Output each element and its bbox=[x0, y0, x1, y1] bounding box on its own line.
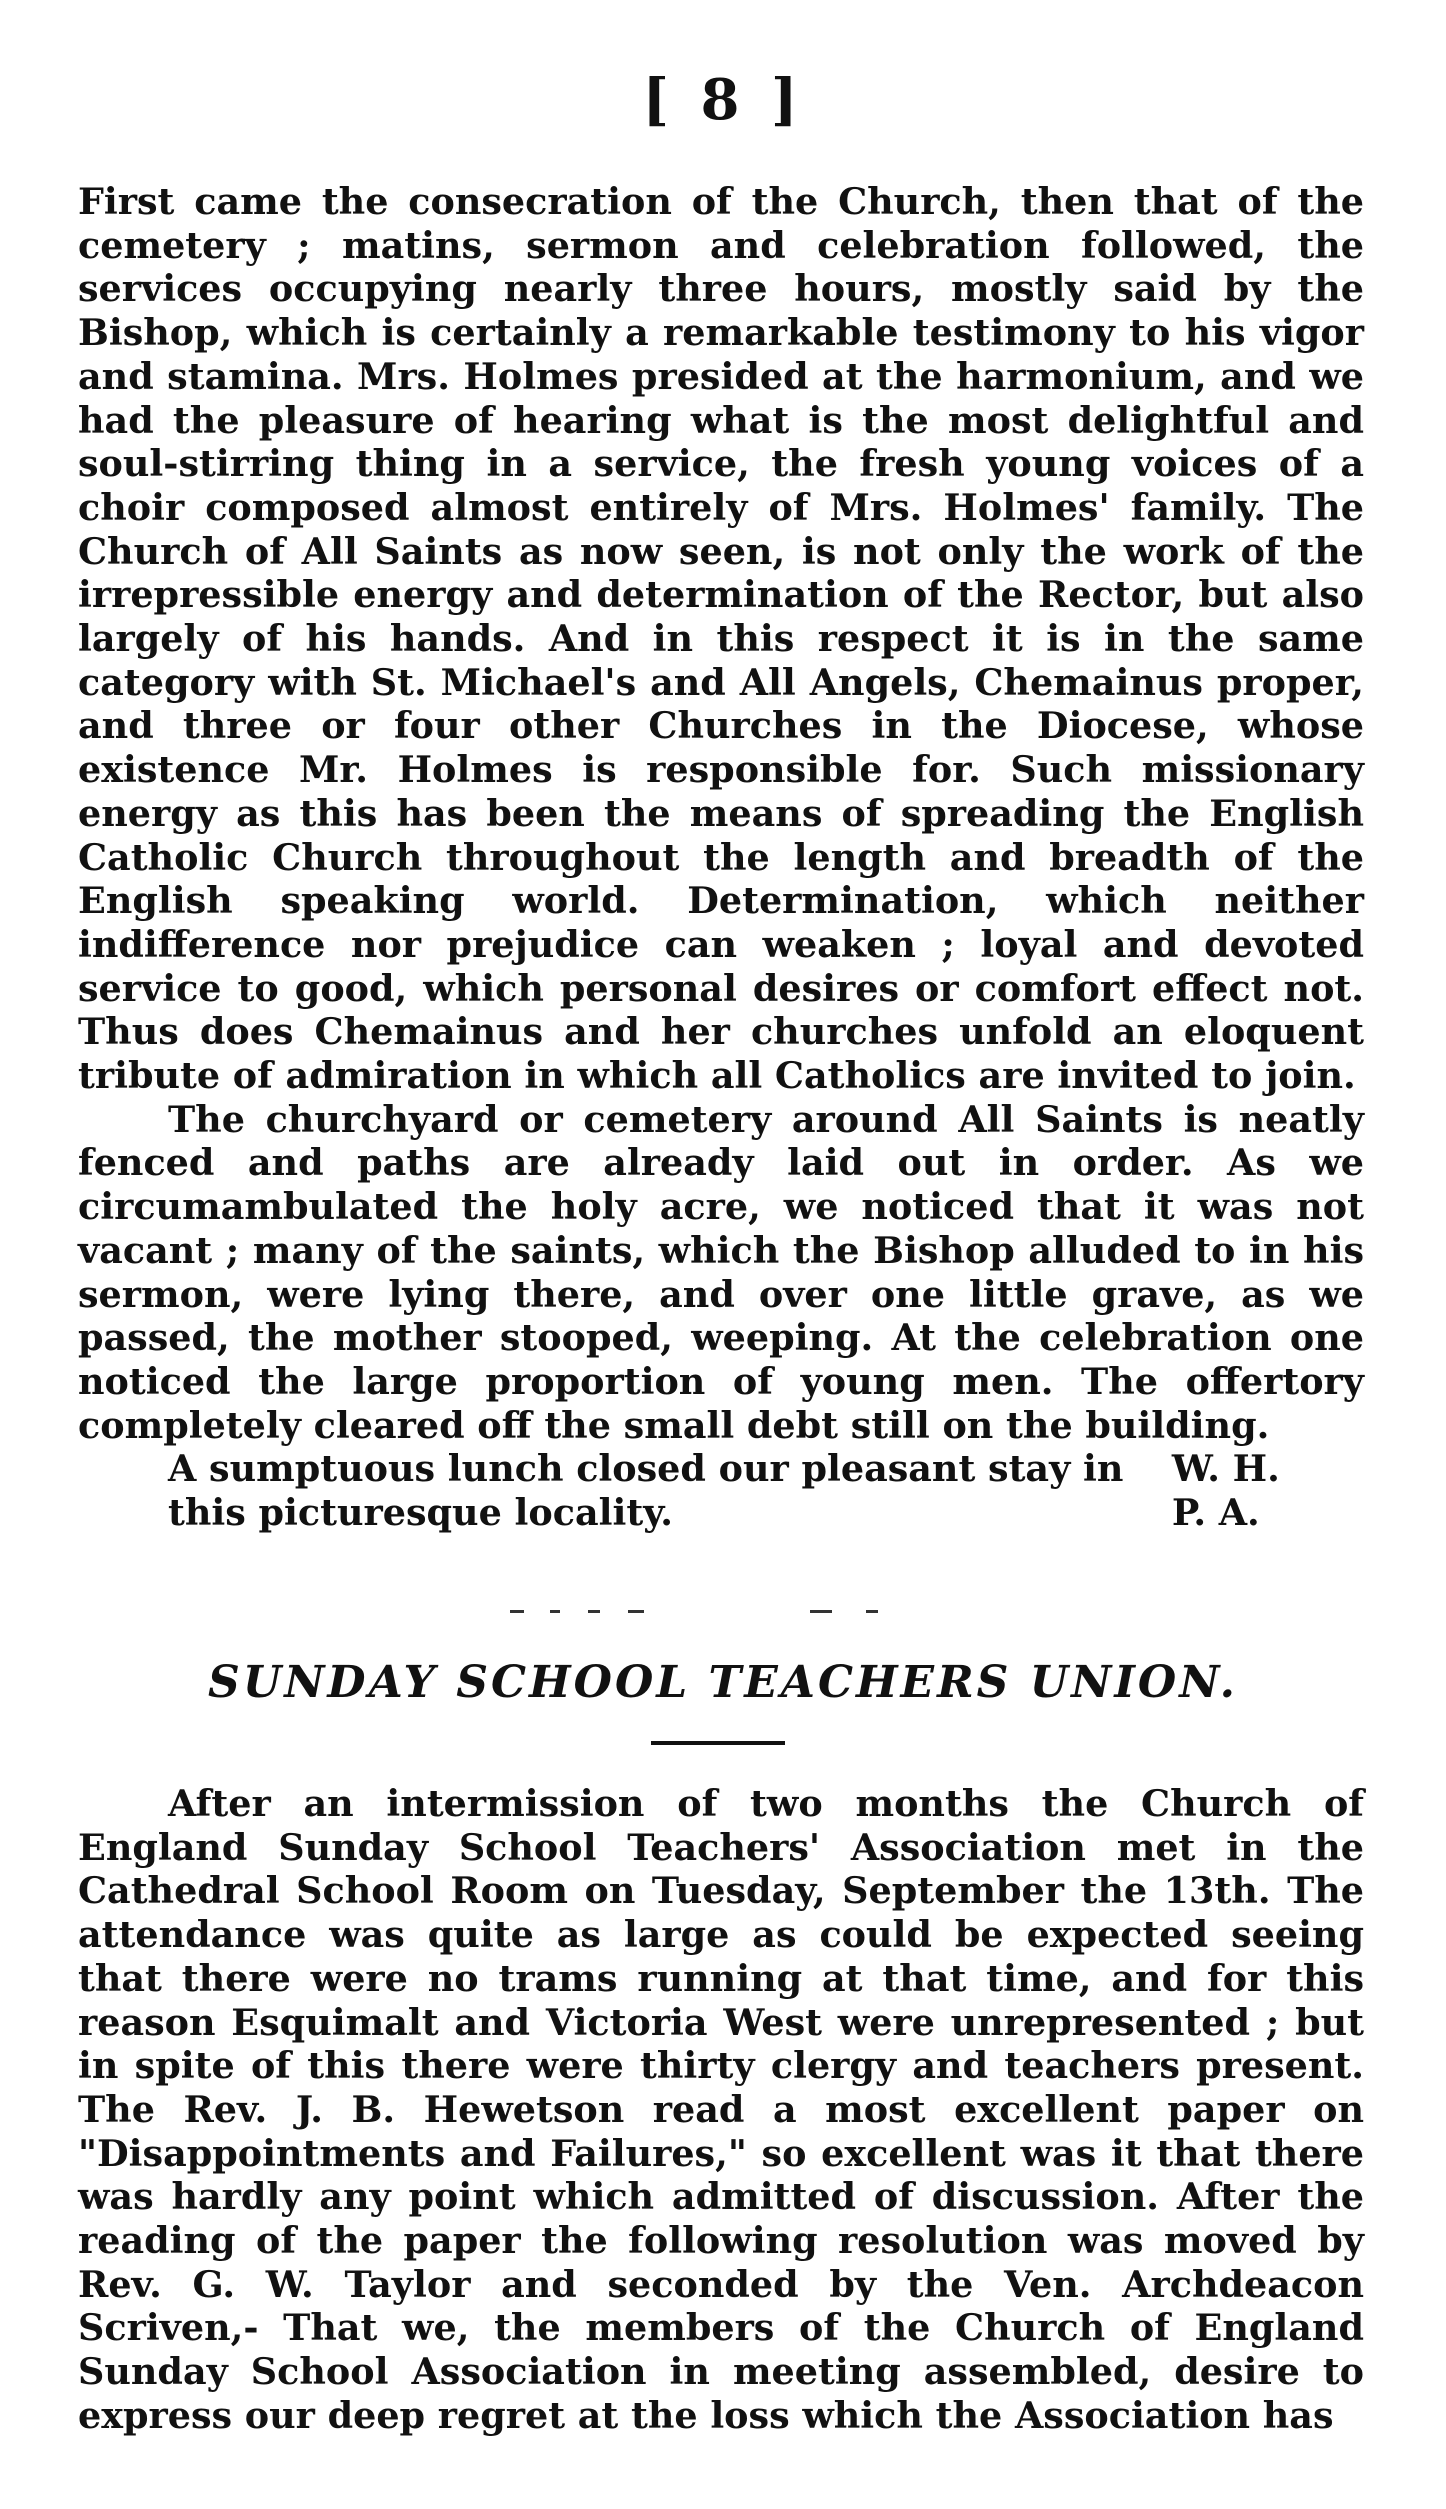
paragraph-lunch: A sumptuous lunch closed our pleasant stay in this picturesque locality. bbox=[168, 1447, 1124, 1535]
heading-rule bbox=[651, 1741, 785, 1745]
article-sunday-school bbox=[78, 1782, 1364, 2438]
article-consecration bbox=[78, 180, 1364, 1535]
closing-line bbox=[78, 1447, 1364, 1534]
page-number: [ 8 ] bbox=[642, 67, 804, 133]
section-heading: SUNDAY SCHOOL TEACHERS UNION. bbox=[208, 1657, 1238, 1708]
paragraph-churchyard: The churchyard or cemetery around All Saints is neatly fenced and paths are already laid out in order. As we circumambulated the holy acre, we noticed that it was not vacant ; many of the saints, which the Bishop alluded to in his sermon, were lying there, and over one little grave, as we passed, the mother stooped, weeping. At the celebration one noticed the large proportion of young men. The offertory completely cleared off the small debt still on the building. bbox=[78, 1097, 1364, 1447]
paragraph-consecration: First came the consecration of the Church, then that of the cemetery ; matins, sermon and celebration followed, the services occupying nearly three hours, mostly said by the Bishop, which is certainly a remarkable testimony to his vigor and stamina. Mrs. Holmes presided at the harmonium, and we had the pleasure of hearing what is the most delightful and soul-stirring thing in a service, the fresh young voices of a choir composed almost entirely of Mrs. Holmes' family. The Church of All Saints as now seen, is not only the work of the irrepressible energy and determination of the Rector, but also largely of his hands. And in this respect it is in the same category with St. Michael's and All Angels, Chemainus proper, and three or four other Churches in the Diocese, whose existence Mr. Holmes is responsible for. Such missionary energy as this has been the means of spreading the English Catholic Church throughout the length and breadth of the English speaking world. Determination, which neither indifference nor prejudice can weaken ; loyal and devoted service to good, which personal desires or comfort effect not. Thus does Chemainus and her churches unfold an eloquent tribute of admiration in which all Catholics are invited to join. bbox=[78, 180, 1364, 1098]
paragraph-sunday-school: After an intermission of two months the Church of England Sunday School Teachers' Association met in the Cathedral School Room on Tuesday, September the 13th. The attendance was quite as large as could be expected seeing that there were no trams running at that time, and for this reason Esquimalt and Victoria West were unrepresented ; but in spite of this there were thirty clergy and teachers present. The Rev. J. B. Hewetson read a most excellent paper on "Disappointments and Failures," so excellent was it that there was hardly any point which admitted of discussion. After the reading of the paper the following resolution was moved by Rev. G. W. Taylor and seconded by the Ven. Archdeacon Scriven,- That we, the members of the Church of England Sunday School Association in meeting assembled, desire to express our deep regret at the loss which the Association has bbox=[78, 1782, 1364, 2437]
author-signature: W. H. P. A. bbox=[1171, 1447, 1280, 1535]
section-divider bbox=[510, 1608, 910, 1616]
